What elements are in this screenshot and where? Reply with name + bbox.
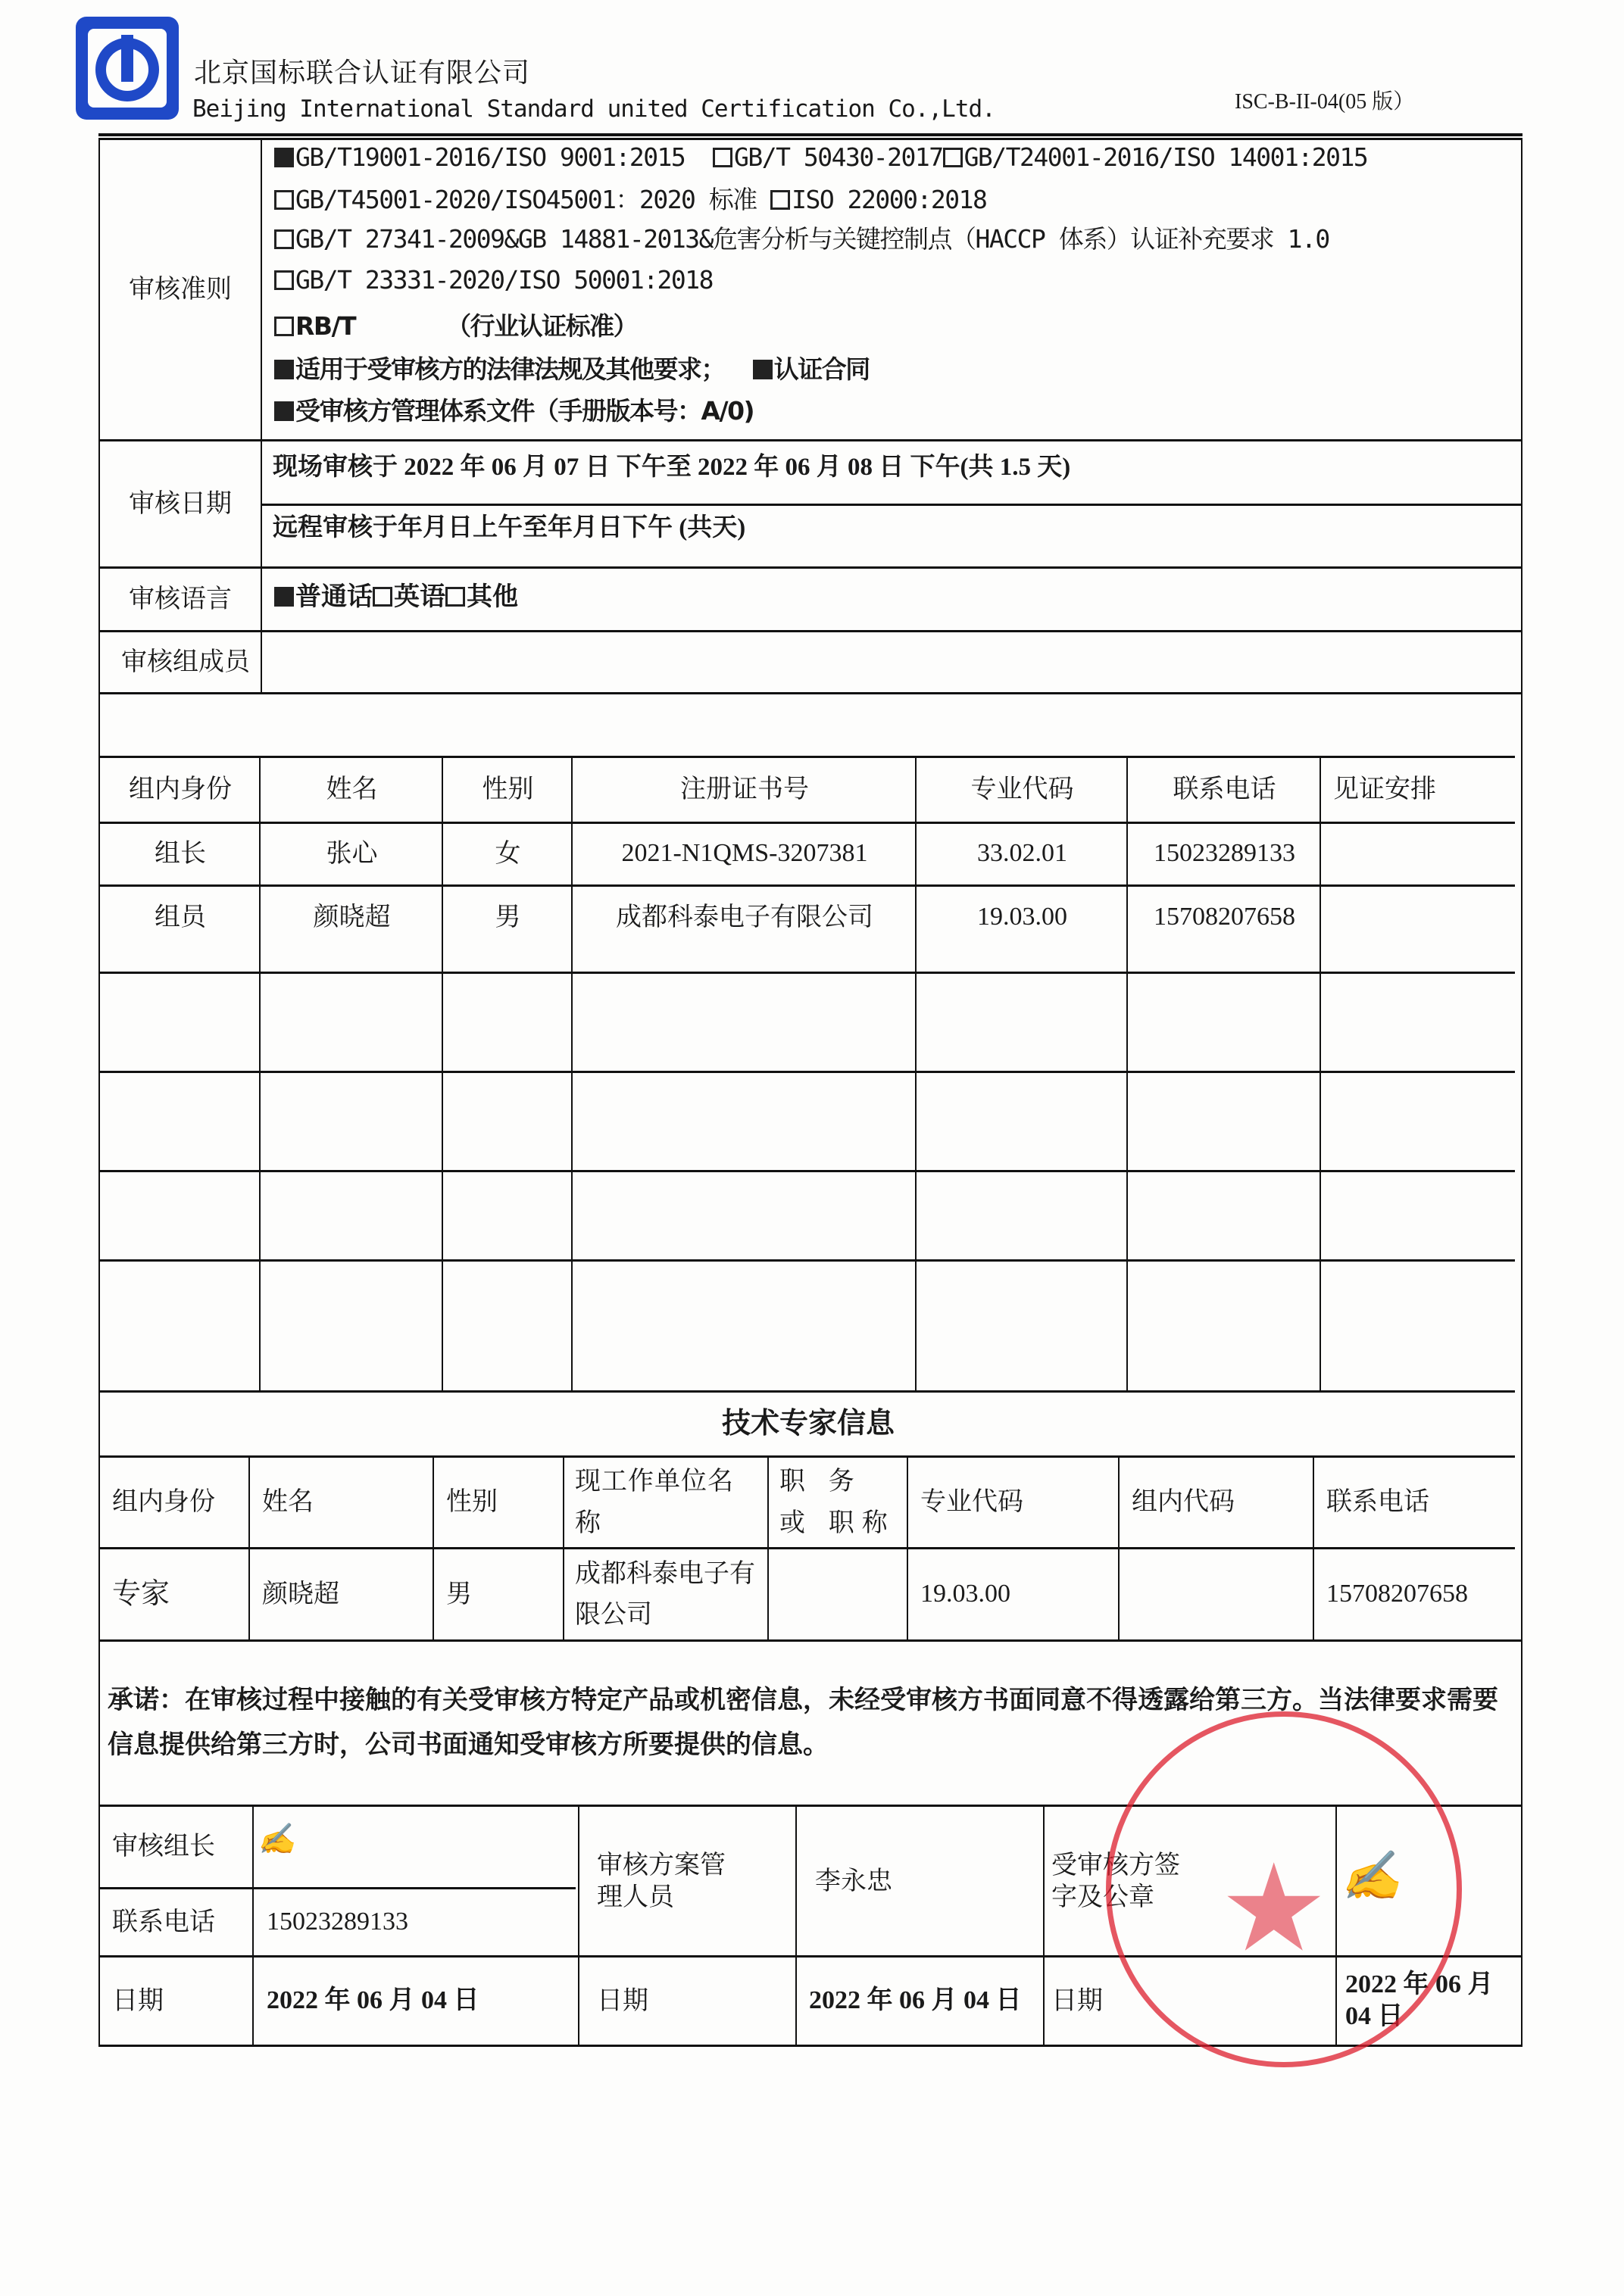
header-rule	[98, 133, 1522, 136]
onsite-audit-date: 现场审核于 2022 年 06 月 07 日 下午至 2022 年 06 月 08 日 下午(共 1.5 天)	[273, 454, 1071, 481]
experts-header-cell: 组内身份	[112, 1486, 215, 1518]
h-rule	[98, 439, 1522, 441]
criteria-text: GB/T 50430-2017	[734, 142, 943, 172]
members-table-cell: 男	[495, 901, 521, 932]
members-header-cell: 专业代码	[970, 774, 1074, 805]
criteria-text: 受审核方管理体系文件（手册版本号：A/0)	[295, 396, 754, 426]
criteria-text: GB/T24001-2016/ISO 14001:2015	[963, 142, 1368, 172]
gap	[685, 142, 713, 172]
members-header-cell: 姓名	[326, 774, 378, 805]
members-table-cell: 15023289133	[1154, 839, 1295, 868]
criteria-line	[274, 180, 986, 216]
leader-signature: ✍	[258, 1822, 295, 1857]
experts-table-cell: 15708207658	[1326, 1579, 1468, 1608]
criteria-checkbox[interactable]	[274, 148, 294, 167]
h-rule	[98, 972, 1515, 974]
experts-table-cell	[1120, 1549, 1314, 1639]
experts-header-cell: 专业代码	[920, 1486, 1023, 1518]
v-rule	[252, 1805, 254, 2046]
experts-header-cell: 性别	[446, 1486, 498, 1518]
option-other: 其他	[467, 582, 518, 612]
criteria-text: GB/T45001-2020/ISO45001：2020 标准	[295, 185, 757, 214]
members-table-cell: 组员	[155, 901, 206, 932]
experts-header-cell: 职 务 或 职称	[779, 1466, 895, 1538]
seal-star-icon: ★	[1220, 1837, 1329, 1979]
experts-table-cell: 颜晓超	[262, 1578, 339, 1609]
criteria-checkbox[interactable]	[713, 148, 732, 167]
experts-header-cell: 组内代码	[1132, 1486, 1235, 1518]
program-manager-date-label: 日期	[597, 1985, 648, 2016]
criteria-line	[274, 392, 754, 427]
members-table-cell: 15708207658	[1154, 902, 1295, 931]
logo-bar	[121, 35, 133, 82]
gap	[725, 354, 753, 384]
program-manager-label: 审核方案管理人员	[597, 1849, 726, 1912]
auditee-date: 2022 年 06 月 04 日	[1345, 1970, 1494, 2030]
criteria-text: GB/T 27341-2009&GB 14881-2013&危害分析与关键控制点（HACCP 体系）认证补充要求 1.0	[295, 224, 1329, 254]
criteria-line	[274, 220, 1329, 255]
h-rule	[98, 566, 1522, 569]
option-mandarin: 普通话	[295, 582, 373, 612]
criteria-line	[274, 265, 713, 295]
criteria-checkbox[interactable]	[770, 190, 790, 210]
h-rule	[98, 138, 1522, 140]
experts-table-cell	[769, 1549, 908, 1639]
members-table-cell: 19.03.00	[977, 902, 1067, 931]
criteria-text: 认证合同	[773, 354, 870, 384]
company-name-en: Beijing International Standard united Certification Co.,Ltd.	[192, 95, 995, 123]
remote-audit-date: 远程审核于年月日上午至年月日下午 (共天)	[273, 514, 746, 541]
members-table-cell: 颜晓超	[313, 901, 391, 932]
phone-label: 联系电话	[112, 1906, 215, 1937]
members-title: 审核组成员	[121, 646, 250, 677]
h-rule	[98, 1259, 1515, 1262]
members-table-cell: 2021-N1QMS-3207381	[621, 839, 868, 868]
h-rule	[262, 504, 1522, 506]
members-header-cell: 性别	[482, 774, 534, 805]
criteria-text: GB/T 23331-2020/ISO 50001:2018	[295, 265, 714, 295]
criteria-text: （行业认证标准）	[446, 311, 638, 341]
criteria-line	[274, 350, 870, 385]
criteria-label: 审核准则	[129, 273, 232, 304]
criteria-checkbox[interactable]	[274, 229, 294, 249]
auditee-label: 受审核方签字及公章	[1051, 1849, 1180, 1912]
members-header-cell: 组内身份	[129, 774, 232, 805]
members-header-cell: 注册证书号	[680, 774, 809, 805]
v-rule	[261, 138, 262, 692]
members-table-cell	[1321, 886, 1519, 948]
criteria-checkbox[interactable]	[274, 360, 294, 379]
experts-table-cell: 男	[446, 1578, 472, 1609]
auditee-date-label: 日期	[1051, 1985, 1103, 2016]
leader-phone: 15023289133	[267, 1907, 408, 1936]
leader-date-label: 日期	[112, 1985, 164, 2016]
members-table-cell: 33.02.01	[977, 839, 1067, 868]
members-table-cell	[1321, 823, 1519, 884]
experts-header-cell: 联系电话	[1326, 1486, 1429, 1518]
experts-table-cell: 成都科泰电子有限公司	[575, 1558, 755, 1630]
criteria-text: GB/T19001-2016/ISO 9001:2015	[295, 142, 686, 172]
members-table-cell: 张心	[326, 838, 378, 869]
criteria-checkbox[interactable]	[943, 148, 963, 167]
experts-header-cell: 现工作单位名称	[575, 1466, 734, 1538]
option-english: 英语	[394, 582, 445, 612]
language-label: 审核语言	[129, 583, 232, 614]
experts-title: 技术专家信息	[721, 1406, 895, 1440]
checkbox-other[interactable]	[445, 587, 465, 607]
h-rule	[98, 1071, 1515, 1073]
company-name-cn: 北京国标联合认证有限公司	[194, 58, 531, 89]
experts-header-cell: 姓名	[262, 1486, 314, 1518]
experts-table-cell: 19.03.00	[920, 1579, 1010, 1608]
criteria-text: RB/T	[295, 311, 356, 341]
gap	[757, 185, 770, 214]
leader-label: 审核组长	[112, 1830, 215, 1861]
members-header-cell: 见证安排	[1333, 774, 1436, 805]
criteria-line	[274, 142, 1367, 172]
experts-table-cell: 专家	[112, 1577, 170, 1611]
confidentiality-pledge: 承诺：在审核过程中接触的有关受审核方特定产品或机密信息，未经受审核方书面同意不得透露给第三方。当法律要求需要信息提供给第三方时，公司书面通知受审核方所要提供的信息。	[108, 1684, 1498, 1760]
form-code: ISC-B-II-04(05 版）	[1235, 90, 1415, 114]
language-options	[274, 576, 518, 613]
checkbox-english[interactable]	[373, 587, 392, 607]
criteria-checkbox[interactable]	[274, 270, 294, 290]
h-rule	[98, 692, 1522, 694]
criteria-text: ISO 22000:2018	[792, 185, 987, 214]
h-rule	[98, 1170, 1515, 1172]
program-manager-date: 2022 年 06 月 04 日	[809, 1986, 1022, 2014]
criteria-checkbox[interactable]	[753, 360, 773, 379]
checkbox-mandarin[interactable]	[274, 587, 294, 607]
members-table-cell: 成都科泰电子有限公司	[616, 901, 873, 932]
criteria-checkbox[interactable]	[274, 401, 294, 421]
program-manager-name: 李永忠	[815, 1865, 892, 1896]
auditee-signature: ✍	[1341, 1848, 1401, 1904]
members-header-cell: 联系电话	[1173, 774, 1276, 805]
leader-date: 2022 年 06 月 04 日	[267, 1986, 479, 2014]
criteria-text: 适用于受审核方的法律法规及其他要求；	[295, 354, 725, 384]
criteria-line	[274, 307, 637, 342]
criteria-checkbox[interactable]	[274, 190, 294, 210]
members-table-cell: 组长	[155, 838, 206, 869]
dates-label: 审核日期	[129, 488, 232, 519]
members-table-cell: 女	[495, 838, 521, 869]
criteria-checkbox[interactable]	[274, 317, 294, 336]
